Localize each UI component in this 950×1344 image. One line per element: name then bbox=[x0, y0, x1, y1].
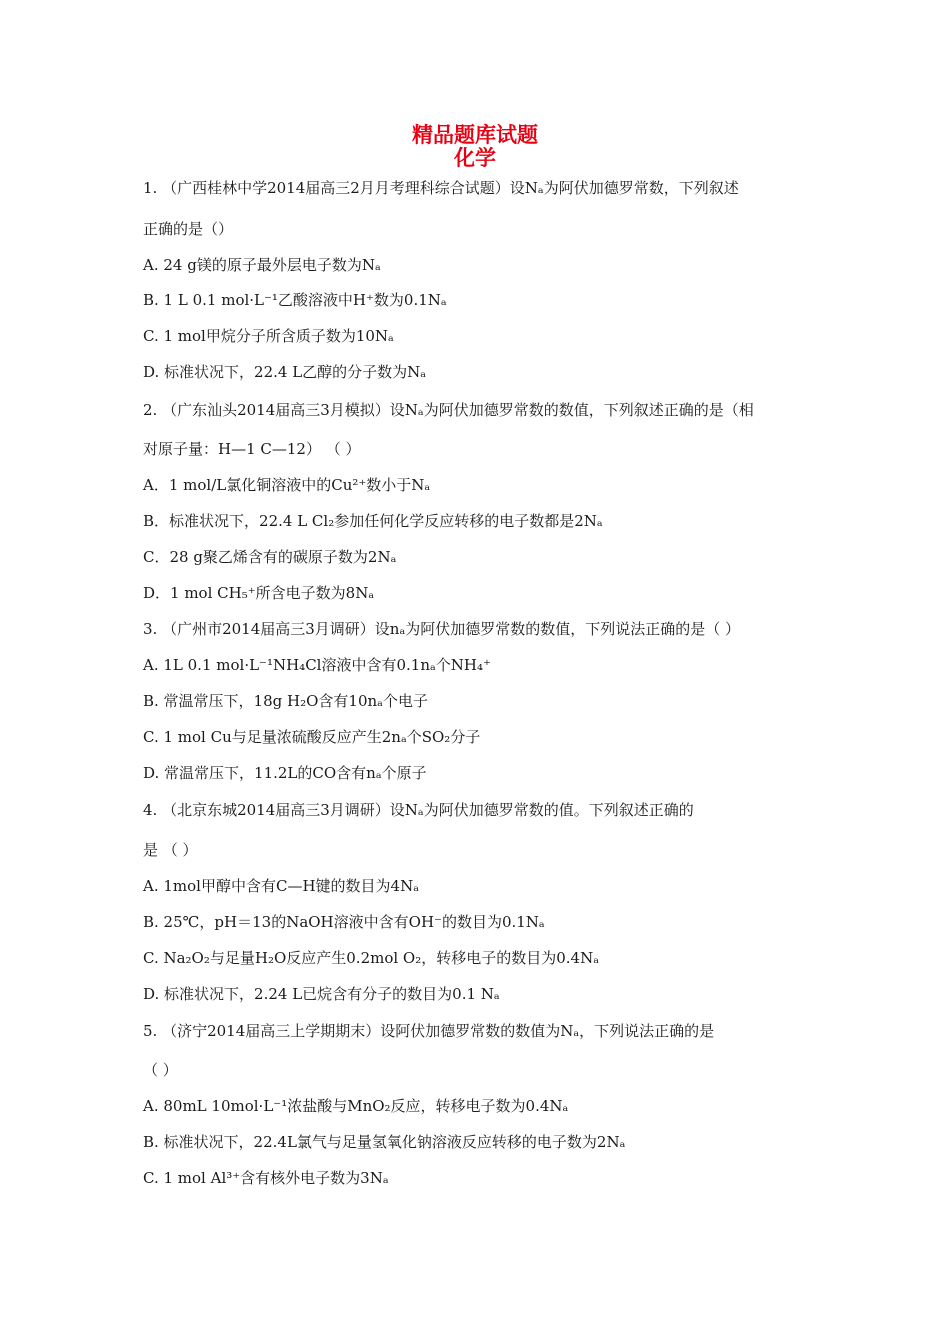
question-2-stem-cont: 对原子量：H—1 C—12） （ ） bbox=[143, 440, 361, 458]
page-subtitle: 化学 bbox=[454, 146, 496, 170]
question-1-option-c: C. 1 mol甲烷分子所含质子数为10Nₐ bbox=[143, 327, 394, 345]
question-5-option-c: C. 1 mol Al³⁺含有核外电子数为3Nₐ bbox=[143, 1169, 389, 1187]
question-2-option-a: A．1 mol/L氯化铜溶液中的Cu²⁺数小于Nₐ bbox=[143, 476, 431, 494]
question-1-stem: 1. （广西桂林中学2014届高三2月月考理科综合试题）设Nₐ为阿伏加德罗常数，下列叙述 bbox=[143, 179, 739, 197]
page-title: 精品题库试题 bbox=[412, 123, 538, 147]
question-5-option-a: A. 80mL 10mol·L⁻¹浓盐酸与MnO₂反应，转移电子数为0.4Nₐ bbox=[143, 1097, 569, 1115]
question-4-stem: 4. （北京东城2014届高三3月调研）设Nₐ为阿伏加德罗常数的值。下列叙述正确的 bbox=[143, 801, 694, 819]
question-1-option-a: A. 24 g镁的原子最外层电子数为Nₐ bbox=[143, 256, 381, 274]
question-1-option-b: B. 1 L 0.1 mol·L⁻¹乙酸溶液中H⁺数为0.1Nₐ bbox=[143, 291, 447, 309]
question-3-option-b: B. 常温常压下，18g H₂O含有10nₐ个电子 bbox=[143, 692, 428, 710]
question-4-option-d: D. 标准状况下，2.24 L已烷含有分子的数目为0.1 Nₐ bbox=[143, 985, 500, 1003]
question-2-option-c: C．28 g聚乙烯含有的碳原子数为2Nₐ bbox=[143, 548, 397, 566]
question-4-stem-cont: 是 （ ） bbox=[143, 841, 198, 859]
question-2-stem: 2. （广东汕头2014届高三3月模拟）设Nₐ为阿伏加德罗常数的数值，下列叙述正确的是（相 bbox=[143, 401, 754, 419]
question-5-stem-cont: （ ） bbox=[143, 1061, 178, 1079]
question-2-option-d: D．1 mol CH₅⁺所含电子数为8Nₐ bbox=[143, 584, 375, 602]
question-2-option-b: B．标准状况下，22.4 L Cl₂参加任何化学反应转移的电子数都是2Nₐ bbox=[143, 512, 603, 530]
question-4-option-b: B. 25℃，pH＝13的NaOH溶液中含有OH⁻的数目为0.1Nₐ bbox=[143, 913, 545, 931]
question-5-option-b: B. 标准状况下，22.4L氯气与足量氢氧化钠溶液反应转移的电子数为2Nₐ bbox=[143, 1133, 626, 1151]
question-3-option-a: A. 1L 0.1 mol·L⁻¹NH₄Cl溶液中含有0.1nₐ个NH₄⁺ bbox=[143, 656, 491, 674]
question-4-option-a: A. 1mol甲醇中含有C—H键的数目为4Nₐ bbox=[143, 877, 419, 895]
question-3-option-c: C. 1 mol Cu与足量浓硫酸反应产生2nₐ个SO₂分子 bbox=[143, 728, 481, 746]
question-1-option-d: D. 标准状况下，22.4 L乙醇的分子数为Nₐ bbox=[143, 363, 427, 381]
question-3-stem: 3. （广州市2014届高三3月调研）设nₐ为阿伏加德罗常数的数值，下列说法正确的是（ ） bbox=[143, 620, 741, 638]
question-3-option-d: D. 常温常压下，11.2L的CO含有nₐ个原子 bbox=[143, 764, 427, 782]
question-4-option-c: C. Na₂O₂与足量H₂O反应产生0.2mol O₂，转移电子的数目为0.4Nₐ bbox=[143, 949, 600, 967]
question-5-stem: 5. （济宁2014届高三上学期期末）设阿伏加德罗常数的数值为Nₐ，下列说法正确的是 bbox=[143, 1022, 715, 1040]
question-1-stem-cont: 正确的是（） bbox=[143, 220, 234, 238]
